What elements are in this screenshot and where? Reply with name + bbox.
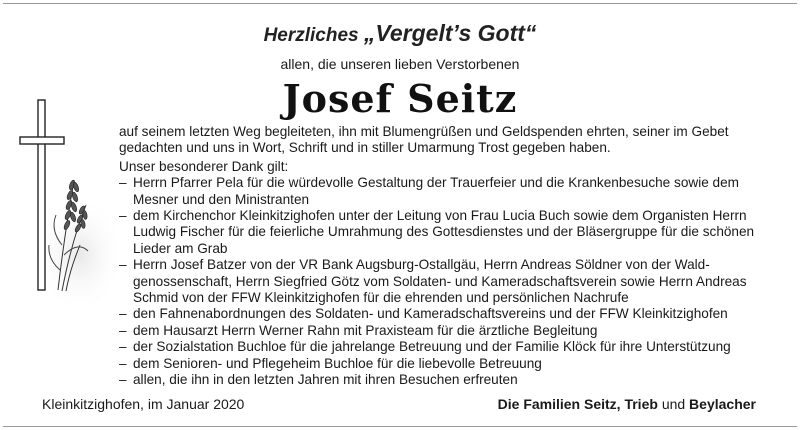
thanks-heading: Unser besonderer Dank gilt: xyxy=(119,158,289,174)
headline xyxy=(0,20,800,47)
headline-prefix: Herzliches xyxy=(263,25,364,46)
cross-wheat-art xyxy=(18,95,128,305)
signature-prefix: Die Familien Seitz, Trieb xyxy=(497,396,662,412)
dash-marker: – xyxy=(119,175,127,191)
dash-marker: – xyxy=(119,306,127,322)
dash-marker: – xyxy=(119,208,127,224)
list-item: – den Fahnenabordnungen des Soldaten- und Kameradschaftsvereins und der FFW Kleinkitzighofen xyxy=(119,306,728,322)
dash-marker: – xyxy=(119,257,127,273)
headline-quote: „Vergelt’s Gott“ xyxy=(363,20,537,46)
list-item: – der Sozialstation Buchloe für die jahrelange Betreuung und der Familie Klöck für ihre Unterstützung xyxy=(119,339,731,355)
list-item: – Herrn Pfarrer Pela für die würdevolle Gestaltung der Trauerfeier und die Krankenbesuche sowie dem Mesner und den Ministranten xyxy=(119,175,739,207)
list-item: – dem Senioren- und Pflegeheim Buchloe für die liebevolle Betreuung xyxy=(119,355,542,371)
body-text xyxy=(119,124,769,389)
thanks-list xyxy=(119,175,769,388)
list-item: – dem Kirchenchor Kleinkitzighofen unter der Leitung von Frau Lucia Buch sowie dem Organisten Herrn Ludwig Fischer für die feierliche Umrahmung des Gottesdienstes und der Bläsergruppe für die schönen Lieder am Grab xyxy=(119,208,755,256)
list-item: – Herrn Josef Batzer von der VR Bank Augsburg-Ostallgäu, Herrn Andreas Söldner von der Wald-genossenschaft, Herrn Siegfried Götz vom Soldaten- und Kameradschaftsverein sowie Herrn Andreas Schmid von der FFW Kleinkitzighofen für die ehrenden und persönlichen Nachrufe xyxy=(119,257,747,306)
dash-marker: – xyxy=(119,355,127,371)
signature xyxy=(498,396,756,412)
list-item: – allen, die ihn in den letzten Jahren mit ihren Besuchen erfreuten xyxy=(119,372,518,388)
list-item: – dem Hausarzt Herrn Werner Rahn mit Praxisteam für die ärztliche Begleitung xyxy=(119,322,598,338)
opening-paragraph: auf seinem letzten Weg begleiteten, ihn mit Blumengrüßen und Geldspenden ehrten, seiner im Gebet gedachten und uns in Wort, Schrift und in stiller Umarmung Trost gegeben haben. xyxy=(119,124,729,156)
dash-marker: – xyxy=(119,322,127,338)
intro-line: allen, die unseren lieben Verstorbenen xyxy=(280,56,520,72)
signature-suffix: Beylacher xyxy=(685,396,756,412)
signature-und: und xyxy=(661,396,686,412)
dash-marker: – xyxy=(119,339,127,355)
dash-marker: – xyxy=(119,372,127,388)
deceased-name: Josef Seitz xyxy=(282,76,518,121)
place-date: Kleinkitzighofen, im Januar 2020 xyxy=(42,396,245,412)
